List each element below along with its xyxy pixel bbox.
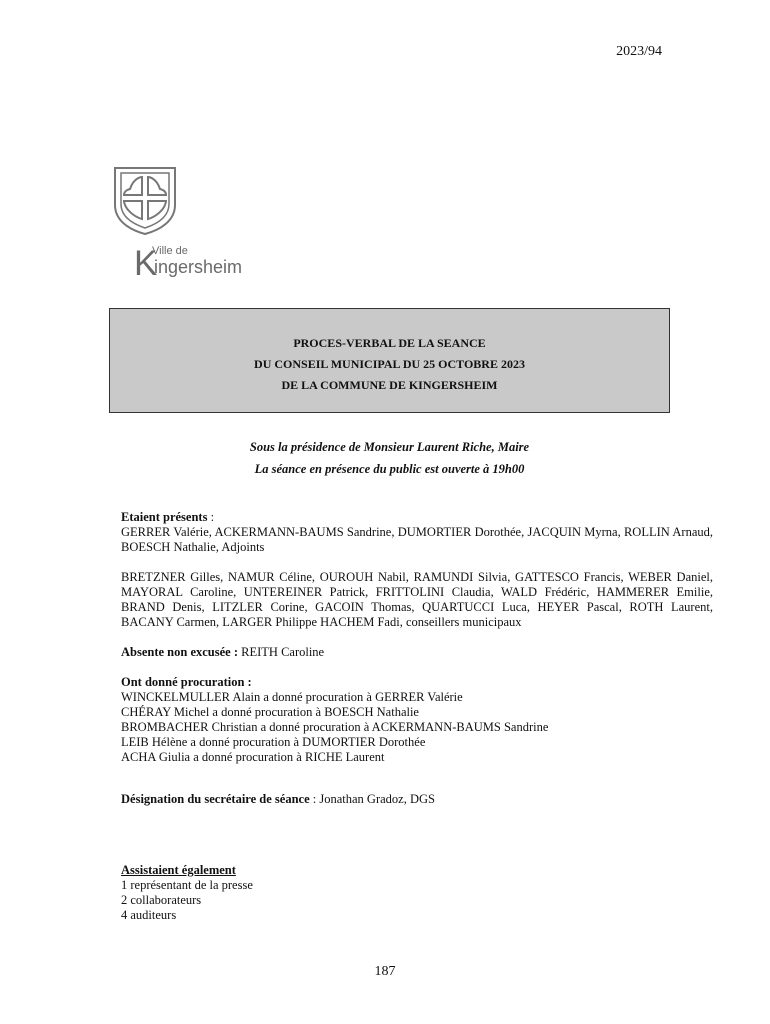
proxy-item: LEIB Hélène a donné procuration à DUMORTIER Dorothée: [121, 735, 426, 749]
title-line-3: DE LA COMMUNE DE KINGERSHEIM: [281, 378, 498, 392]
attendee-item: 1 représentant de la presse: [121, 878, 253, 892]
session-opening-line: La séance en présence du public est ouverte à 19h00: [254, 462, 525, 476]
title-line-2: DU CONSEIL MUNICIPAL DU 25 OCTOBRE 2023: [254, 357, 525, 371]
presidency-block: [109, 436, 670, 480]
title-line-1: PROCES-VERBAL DE LA SEANCE: [293, 336, 486, 350]
present-councillors: BRETZNER Gilles, NAMUR Céline, OUROUH Nabil, RAMUNDI Silvia, GATTESCO Francis, WEBER Daniel, MAYORAL Caroline, UNTEREINER Patrick, FRITTOLINI Claudia, WALD Frédéric, HAMMERER Emilie, BRAND Denis, LITZLER Corine, GACOIN Thomas, QUARTUCCI Luca, HEYER Pascal, ROTH Laurent, BACANY Carmen, LARGER Philippe HACHEM Fadi, conseillers municipaux: [121, 570, 713, 629]
minutes-body: [121, 510, 713, 923]
logo-ville-de: Ville de: [152, 245, 188, 257]
attendee-item: 2 collaborateurs: [121, 893, 202, 907]
document-reference: 2023/94: [616, 44, 662, 59]
secretary-line: Désignation du secrétaire de séance : Jonathan Gradoz, DGS: [121, 792, 435, 806]
proxy-item: ACHA Giulia a donné procuration à RICHE Laurent: [121, 750, 385, 764]
proxy-item: WINCKELMULLER Alain a donné procuration à GERRER Valérie: [121, 690, 463, 704]
attendees-heading: Assistaient également: [121, 863, 236, 877]
kingersheim-logo-wordmark: [131, 242, 271, 286]
logo-letter-k: K: [134, 244, 158, 283]
proxy-item: BROMBACHER Christian a donné procuration à ACKERMANN-BAUMS Sandrine: [121, 720, 549, 734]
present-heading: Etaient présents :: [121, 510, 215, 524]
page-number: 187: [374, 964, 396, 979]
absent-line: Absente non excusée : REITH Caroline: [121, 645, 325, 659]
proxy-item: CHÉRAY Michel a donné procuration à BOESCH Nathalie: [121, 705, 419, 719]
presidency-line: Sous la présidence de Monsieur Laurent Riche, Maire: [249, 440, 530, 454]
kingersheim-coat-of-arms-icon: [112, 165, 178, 237]
document-title-box: [109, 308, 670, 413]
attendee-item: 4 auditeurs: [121, 908, 177, 922]
logo-town-name: ingersheim: [154, 257, 243, 277]
present-adjoints: GERRER Valérie, ACKERMANN-BAUMS Sandrine, DUMORTIER Dorothée, JACQUIN Myrna, ROLLIN Arnaud, BOESCH Nathalie, Adjoints: [121, 525, 713, 554]
proxies-heading: Ont donné procuration :: [121, 675, 252, 689]
